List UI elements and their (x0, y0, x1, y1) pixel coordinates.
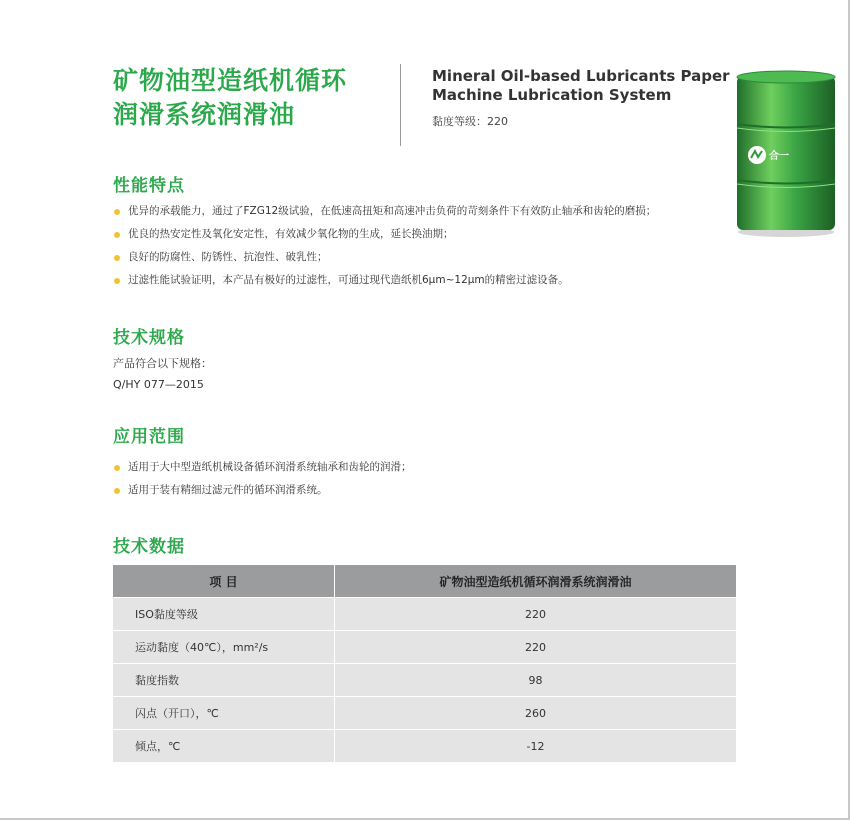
table-row (113, 631, 736, 664)
specs-text (113, 353, 212, 395)
specs-line1: 产品符合以下规格： (113, 357, 212, 370)
table-cell-value: 220 (335, 631, 737, 664)
viscosity-grade: 黏度等级：220 (432, 115, 508, 128)
list-item: 适用于大中型造纸机械设备循环润滑系统轴承和齿轮的润滑； (114, 456, 412, 479)
list-item: 优异的承载能力，通过了FZG12级试验，在低速高扭矩和高速冲击负荷的苛刻条件下有效防止轴承和齿轮的磨损； (114, 200, 656, 223)
table-header-item: 项 目 (113, 565, 335, 598)
table-cell-value: -12 (335, 730, 737, 763)
product-title-en-line2: Machine Lubrication System (432, 86, 672, 104)
oil-drum-image (733, 68, 839, 238)
product-title-cn (113, 64, 393, 132)
list-item: 优良的热安定性及氧化安定性，有效减少氧化物的生成，延长换油期； (114, 223, 656, 246)
table-row (113, 664, 736, 697)
performance-title: 性能特点 (113, 176, 185, 196)
tech-data-title: 技术数据 (113, 537, 185, 557)
list-item: 良好的防腐性、防锈性、抗泡性、破乳性； (114, 246, 656, 269)
table-row (113, 598, 736, 631)
title-divider (400, 64, 401, 146)
product-title-cn-line1: 矿物油型造纸机循环 (113, 66, 348, 95)
bullet-dot (114, 255, 120, 261)
table-header-product: 矿物油型造纸机循环润滑系统润滑油 (335, 565, 737, 598)
product-title-en-line1: Mineral Oil-based Lubricants Paper (432, 67, 730, 85)
applications-list (114, 456, 412, 502)
performance-list (114, 200, 656, 292)
bullet-dot (114, 232, 120, 238)
product-title-en (432, 67, 732, 105)
bullet-dot (114, 209, 120, 215)
table-cell-item: 闪点（开口），℃ (113, 697, 335, 730)
table-cell-item: 运动黏度（40℃），mm²/s (113, 631, 335, 664)
tech-data-table (113, 565, 736, 762)
drum-brand-text: 合一 (769, 151, 789, 162)
specs-title: 技术规格 (113, 328, 185, 348)
bullet-dot (114, 278, 120, 284)
bullet-dot (114, 488, 120, 494)
list-item: 过滤性能试验证明，本产品有极好的过滤性，可通过现代造纸机6μm~12μm的精密过滤设备。 (114, 269, 656, 292)
table-header-row (113, 565, 736, 598)
product-title-cn-line2: 润滑系统润滑油 (113, 100, 296, 129)
table-cell-item: 黏度指数 (113, 664, 335, 697)
table-row (113, 730, 736, 763)
table-cell-item: 倾点，℃ (113, 730, 335, 763)
specs-standard: Q/HY 077—2015 (113, 378, 204, 391)
table-row (113, 697, 736, 730)
bullet-dot (114, 465, 120, 471)
table-cell-value: 260 (335, 697, 737, 730)
table-cell-value: 98 (335, 664, 737, 697)
applications-title: 应用范围 (113, 427, 185, 447)
list-item: 适用于装有精细过滤元件的循环润滑系统。 (114, 479, 412, 502)
table-cell-value: 220 (335, 598, 737, 631)
table-cell-item: ISO黏度等级 (113, 598, 335, 631)
